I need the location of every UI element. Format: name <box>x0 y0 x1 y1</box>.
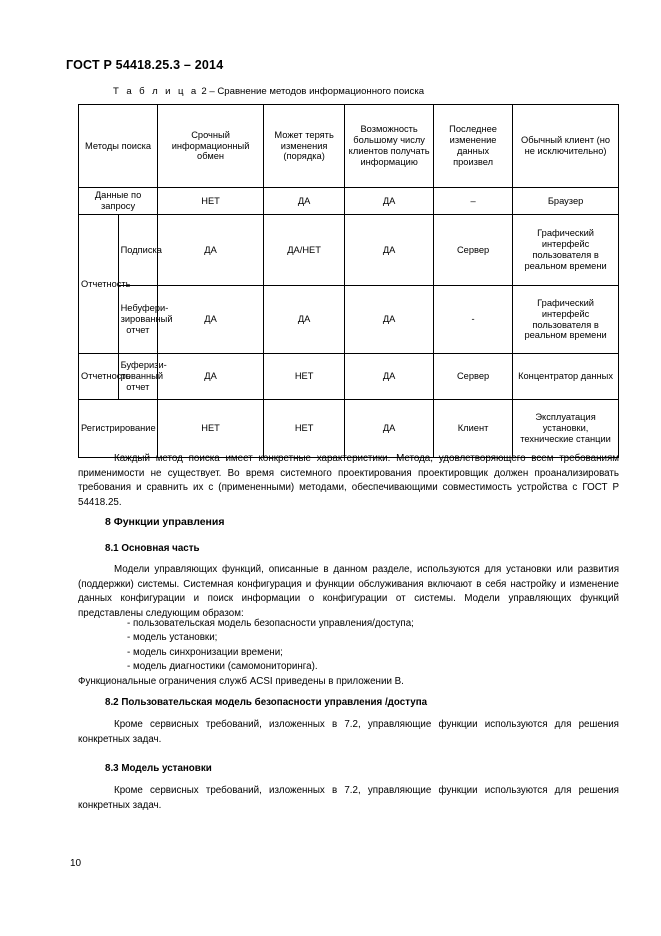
cell-many-clients: ДА <box>345 286 434 354</box>
cell-typical-client: Графический интерфейс пользователя в реальном времени <box>513 286 619 354</box>
cell-urgent: НЕТ <box>158 188 264 215</box>
cell-may-lose: НЕТ <box>263 354 344 400</box>
cell-may-lose: ДА <box>263 188 344 215</box>
cell-method: Буферизи-рованный отчет <box>118 354 158 400</box>
cell-group: Отчетность <box>79 215 119 354</box>
cell-urgent: ДА <box>158 354 264 400</box>
paragraph-8-1: Модели управляющих функций, описанные в данном разделе, используются для установки или развития (поддержки) системы. Системная конфигурация и функции обслуживания включают в себя настройку и изменение данных конфигурации и поиск информации о конфигурации от системы. Модели управляющих функций представлены следующим образом: <box>78 564 619 619</box>
cell-group: Отчетность <box>79 354 119 400</box>
paragraph-after-table: Каждый метод поиска имеет конкретные характеристики. Метода, удовлетворяющего всем требованиям применимости не существует. Во время системного проектирования проектировщик должен проанализировать требования и сравнить их с (примененными) методами, обеспечивающими совместимость устройства с ГОСТ Р 54418.25. <box>78 453 619 508</box>
cell-may-lose: НЕТ <box>263 400 344 458</box>
cell-urgent: НЕТ <box>158 400 264 458</box>
table-header-row <box>79 105 619 188</box>
table-caption-number: 2 <box>201 86 207 97</box>
section-8-1-heading: 8.1 Основная часть <box>105 543 200 554</box>
cell-last-change: Сервер <box>434 215 513 286</box>
cell-typical-client: Браузер <box>513 188 619 215</box>
list-item: - модель диагностики (самомониторинга). <box>127 661 318 672</box>
cell-method: Подписка <box>118 215 158 286</box>
cell-may-lose: ДА <box>263 286 344 354</box>
cell-method: Регистрирование <box>79 400 158 458</box>
cell-method: Небуфери-зированный отчет <box>118 286 158 354</box>
header-cell-typical-client: Обычный клиент (но не исключительно) <box>513 105 619 188</box>
acsi-note: Функциональные ограничения служб ACSI приведены в приложении В. <box>78 676 404 687</box>
cell-many-clients: ДА <box>345 400 434 458</box>
cell-last-change: – <box>434 188 513 215</box>
paragraph-8-2: Кроме сервисных требований, изложенных в 7.2, управляющие функции используются для решения конкретных задач. <box>78 719 619 745</box>
cell-many-clients: ДА <box>345 354 434 400</box>
list-item: - модель установки; <box>127 632 218 643</box>
cell-typical-client: Графический интерфейс пользователя в реальном времени <box>513 215 619 286</box>
cell-last-change: Клиент <box>434 400 513 458</box>
table-caption-text: – Сравнение методов информационного поиска <box>209 86 425 97</box>
header-cell-methods: Методы поиска <box>79 105 158 188</box>
table-row <box>79 400 619 458</box>
table-row <box>79 188 619 215</box>
header-cell-urgent-exchange: Срочный информационный обмен <box>158 105 264 188</box>
table-row <box>79 286 619 354</box>
list-item: - пользовательская модель безопасности управления/доступа; <box>127 618 414 629</box>
section-8-2-heading: 8.2 Пользовательская модель безопасности управления /доступа <box>105 697 428 708</box>
cell-method: Данные по запросу <box>79 188 158 215</box>
standard-header: ГОСТ Р 54418.25.3 – 2014 <box>66 58 224 72</box>
table-caption-prefix: Т а б л и ц а <box>113 86 199 97</box>
header-cell-last-change: Последнее изменение данных произвел <box>434 105 513 188</box>
cell-typical-client: Эксплуатация установки, технические станции <box>513 400 619 458</box>
cell-typical-client: Концентратор данных <box>513 354 619 400</box>
cell-urgent: ДА <box>158 286 264 354</box>
list-item: - модель синхронизации времени; <box>127 647 283 658</box>
cell-many-clients: ДА <box>345 188 434 215</box>
section-8-3-heading: 8.3 Модель установки <box>105 763 212 774</box>
cell-many-clients: ДА <box>345 215 434 286</box>
section-8-heading: 8 Функции управления <box>105 516 225 528</box>
comparison-table <box>78 104 619 458</box>
cell-last-change: Сервер <box>434 354 513 400</box>
header-cell-many-clients: Возможность большому числу клиентов получать информацию <box>345 105 434 188</box>
table-caption <box>113 86 424 97</box>
header-cell-may-lose-changes: Может терять изменения (порядка) <box>263 105 344 188</box>
table-row <box>79 354 619 400</box>
cell-may-lose: ДА/НЕТ <box>263 215 344 286</box>
cell-urgent: ДА <box>158 215 264 286</box>
cell-last-change: - <box>434 286 513 354</box>
paragraph-8-3: Кроме сервисных требований, изложенных в 7.2, управляющие функции используются для решения конкретных задач. <box>78 785 619 811</box>
page-number: 10 <box>70 858 82 869</box>
table-row <box>79 215 619 286</box>
